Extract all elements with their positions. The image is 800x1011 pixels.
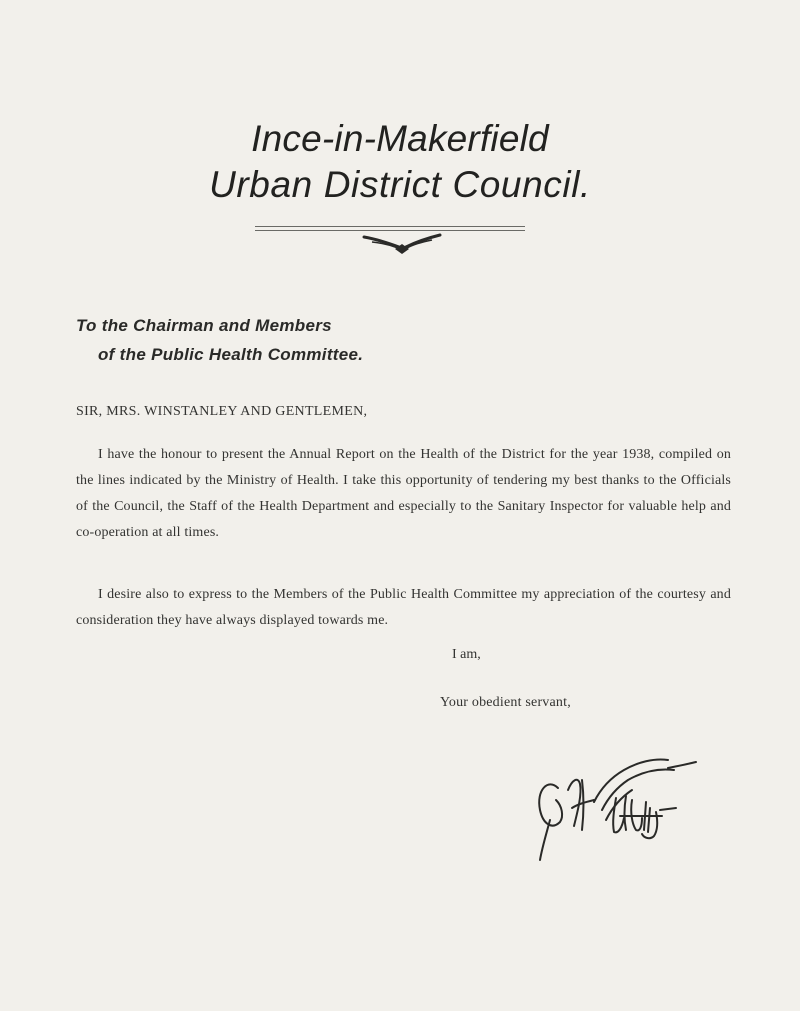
letter-paragraph-1: I have the honour to present the Annual Report on the Health of the District for the year 1938, compiled on the lines indicated by the Ministry of Health. I take this opportunity of tendering my best thanks to the Officials of the Council, the Staff of the Health Department and especially to the Sanitary Inspector for valuable help and co-operation at all times. — [76, 447, 731, 540]
header-rule-top — [255, 226, 525, 227]
diamond-swash-ornament-icon — [362, 233, 442, 255]
letter-paragraph-2: I desire also to express to the Members of the Public Health Committee my appreciation of the courtesy and consideration they have always displayed towards me. — [76, 587, 731, 628]
salutation-committee: of the Public Health Committee. — [98, 345, 364, 364]
council-type-title: Urban District Council. — [209, 164, 591, 205]
header-rule-bottom — [255, 230, 525, 231]
letter-closing-i-am: I am, — [452, 647, 481, 662]
letter-greeting: SIR, MRS. WINSTANLEY AND GENTLEMEN, — [76, 404, 368, 419]
letter-closing-servant: Your obedient servant, — [440, 695, 571, 710]
salutation-addressee: To the Chairman and Members — [76, 316, 332, 335]
handwritten-signature-icon — [528, 750, 698, 865]
council-name-title: Ince-in-Makerfield — [251, 118, 549, 159]
